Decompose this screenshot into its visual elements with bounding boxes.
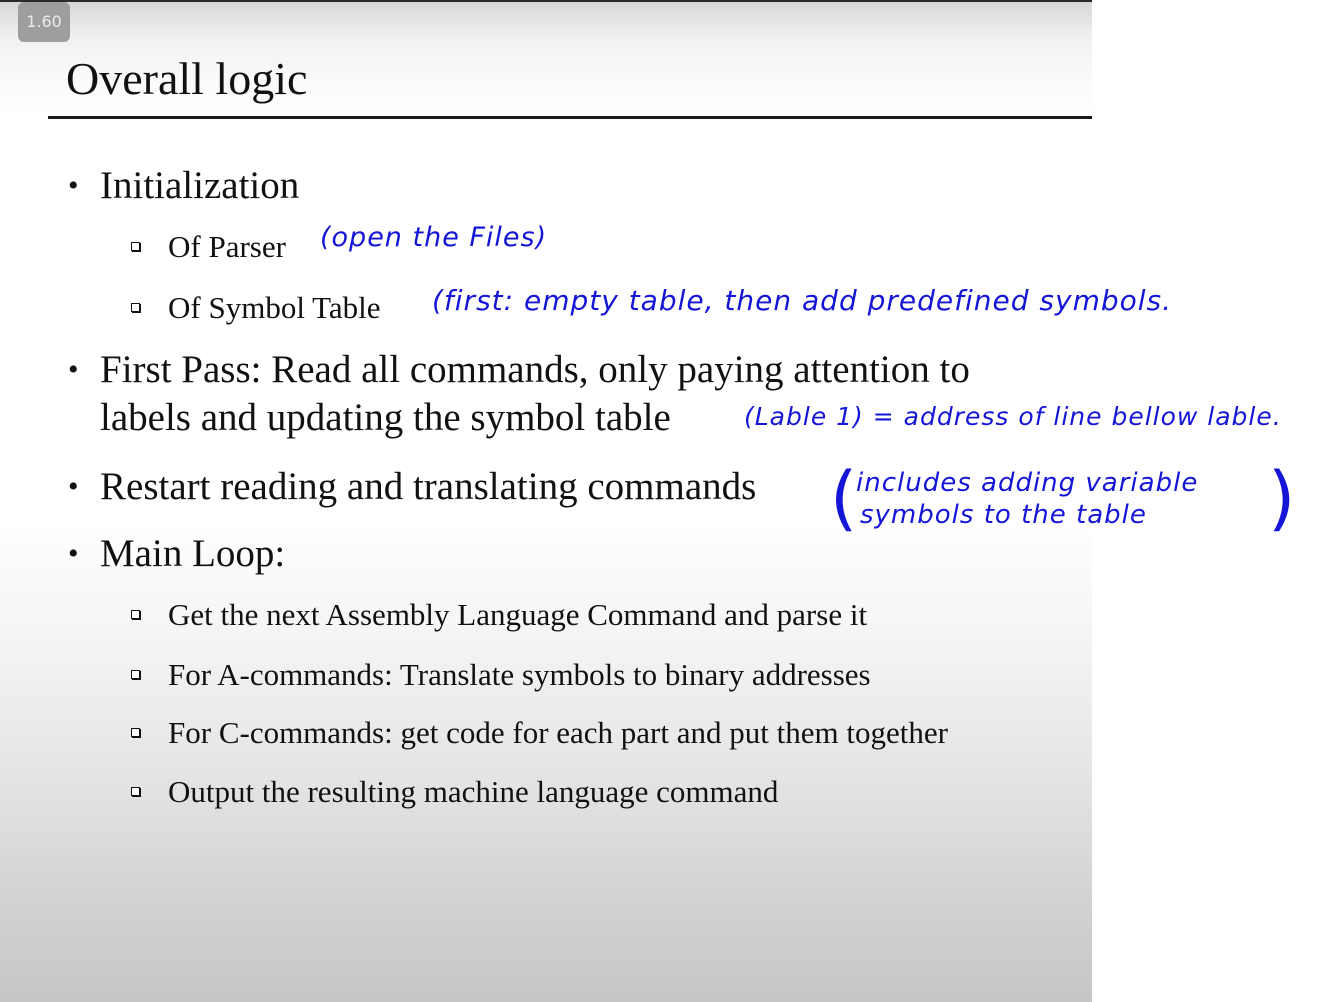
top-border [0, 0, 1092, 2]
handwritten-note-label: (Lable 1) = address of line bellow lable. [744, 402, 1282, 431]
playback-speed-badge[interactable]: 1.60 [18, 2, 70, 42]
square-bullet-icon [131, 610, 140, 619]
square-bullet-icon [131, 787, 140, 796]
bullet-text: Initialization [100, 164, 300, 207]
subitem-of-parser [168, 228, 286, 266]
subitem-get-next-command [168, 596, 867, 634]
bullet-initialization [68, 162, 300, 210]
subitem-text: For A-commands: Translate symbols to binary addresses [168, 657, 871, 692]
bullet-main-loop [68, 530, 286, 578]
bullet-dot: • [68, 537, 79, 570]
bullet-dot: • [68, 353, 79, 386]
title-underline [48, 116, 1092, 119]
slide-title: Overall logic [66, 53, 308, 104]
handwritten-note-symbol-table: (first: empty table, then add predefined symbols. [432, 284, 1173, 317]
subitem-text: For C-commands: get code for each part and put them together [168, 715, 948, 750]
handwritten-open-paren: ( [830, 457, 858, 539]
handwritten-note-restart-line1: includes adding variable [856, 468, 1199, 498]
bullet-first-pass-continued [100, 394, 671, 442]
subitem-text: Get the next Assembly Language Command and parse it [168, 597, 868, 632]
subitem-of-symbol-table [168, 289, 381, 327]
handwritten-note-parser: (open the Files) [320, 222, 548, 253]
square-bullet-icon [131, 728, 140, 737]
subitem-text: Of Symbol Table [168, 290, 381, 325]
bullet-text: Main Loop: [100, 532, 286, 575]
subitem-c-commands [168, 714, 948, 752]
subitem-text: Output the resulting machine language command [168, 774, 779, 809]
bullet-text-line2: labels and updating the symbol table [100, 396, 671, 439]
bullet-text: Restart reading and translating commands [100, 465, 757, 508]
square-bullet-icon [131, 670, 140, 679]
bullet-text-line1: First Pass: Read all commands, only paying attention to [100, 348, 970, 391]
bullet-dot: • [68, 470, 79, 503]
subitem-a-commands [168, 656, 871, 694]
subitem-output [168, 773, 778, 811]
bullet-dot: • [68, 169, 79, 202]
bullet-first-pass [68, 346, 970, 394]
subitem-text: Of Parser [168, 229, 286, 264]
square-bullet-icon [131, 303, 140, 312]
handwritten-note-restart-line2: symbols to the table [860, 500, 1147, 530]
square-bullet-icon [131, 242, 140, 251]
handwritten-close-paren: ) [1268, 457, 1296, 539]
bullet-restart [68, 463, 757, 511]
